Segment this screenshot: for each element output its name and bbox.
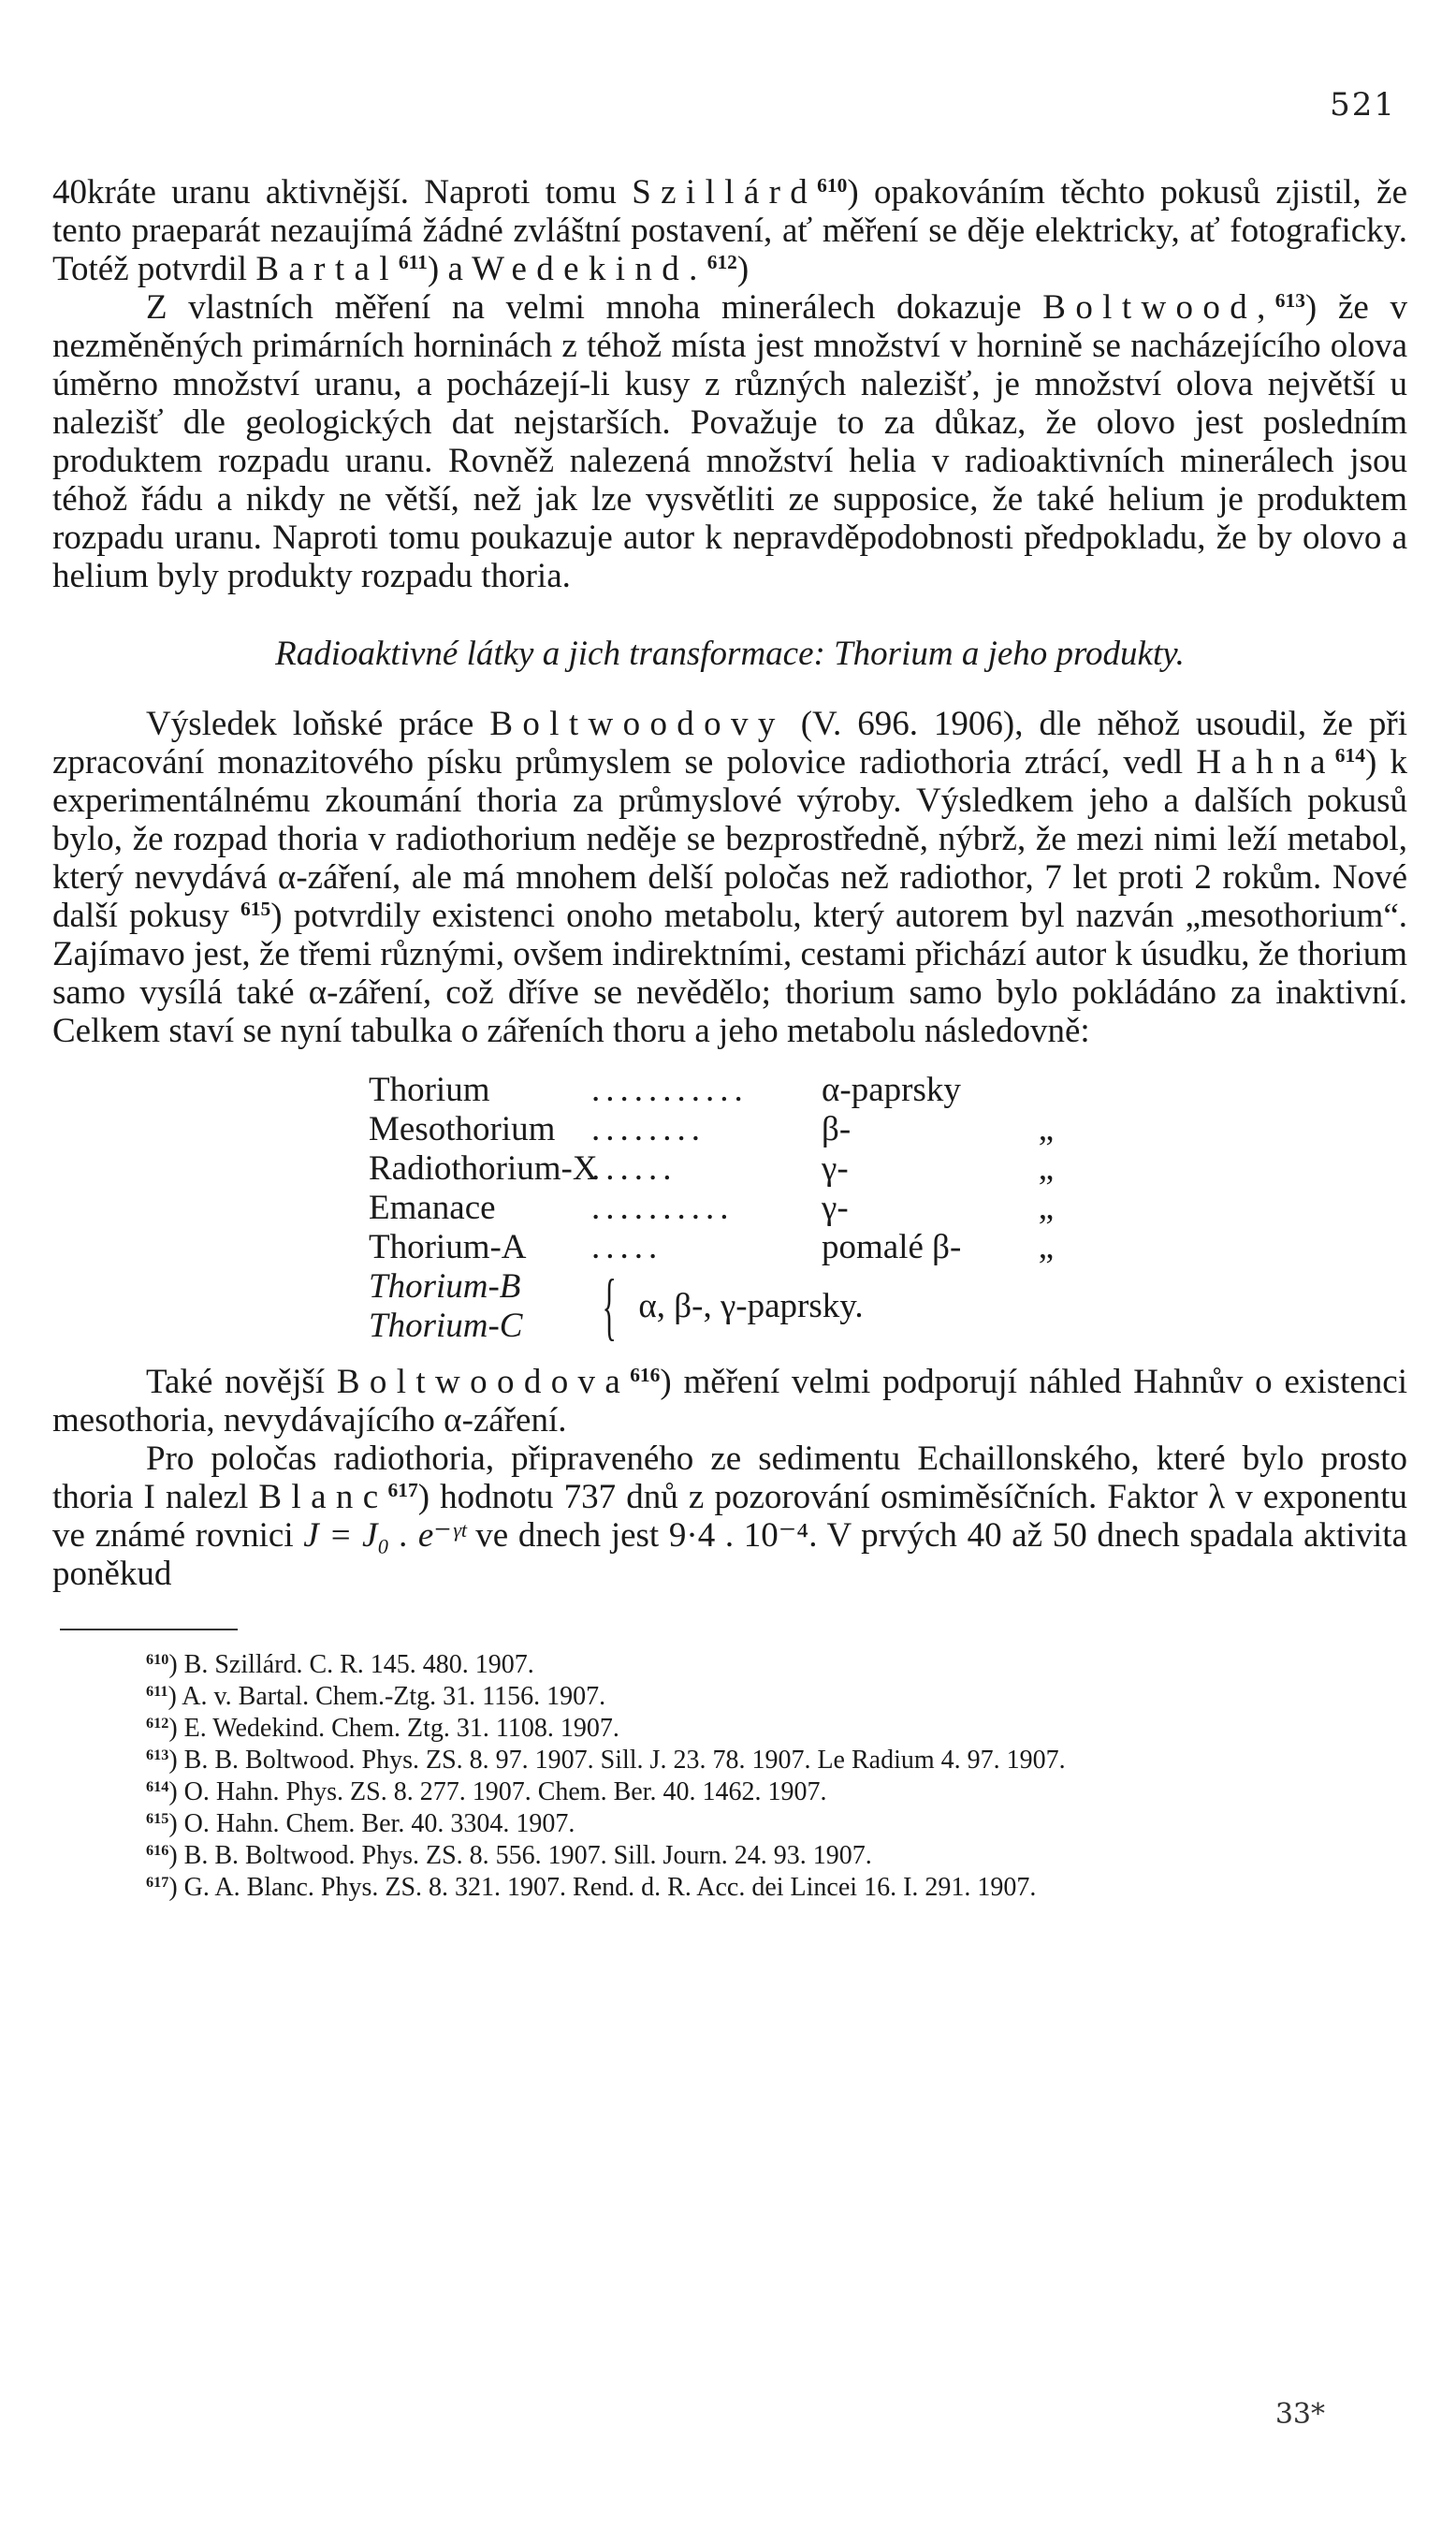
paragraph-2	[52, 288, 1407, 595]
author-name: Bartal	[255, 250, 399, 288]
footnote	[52, 1713, 1407, 1745]
footnote-ref[interactable]: 612	[706, 251, 737, 274]
footnote-number: 615	[146, 1810, 169, 1828]
brace-names	[369, 1267, 591, 1346]
footnote	[52, 1681, 1407, 1713]
table-ditto: „	[1038, 1149, 1055, 1188]
footnote-divider	[60, 1629, 238, 1630]
text-run: ) potvrdily existenci onoho metabolu, který autorem byl nazván „mesothorium“. Zajímavo jest, že třemi různými, ovšem indirektními, cestami přichází autor k úsudku, že thorium samo vysílá také α-záření, což dříve se nevědělo; thorium samo bylo pokládáno za inaktivní. Celkem staví se nyní tabulka o zářeních thoru a jeho metabolu následovně:	[52, 897, 1407, 1050]
footnote	[52, 1840, 1407, 1872]
text-run: Z vlastních měření na velmi mnoha minerálech dokazuje	[146, 288, 1043, 327]
table-row	[369, 1110, 1407, 1149]
text-run: Pro poločas radiothoria, připraveného ze sedimentu Echaillonského, které bylo prosto thoria I nalezl	[52, 1440, 1407, 1516]
footnote-ref[interactable]: 611	[398, 251, 428, 274]
footnote-text: ) B. Szillárd. C. R. 145. 480. 1907.	[168, 1650, 534, 1679]
table-ditto: „	[1038, 1228, 1055, 1266]
footnote-ref[interactable]: 615	[240, 898, 271, 921]
table-dots: ........	[591, 1110, 706, 1148]
table-ditto: „	[1038, 1189, 1055, 1227]
author-name: Boltwoodova	[336, 1363, 631, 1401]
footnote	[52, 1808, 1407, 1840]
footnote-ref[interactable]: 617	[387, 1479, 418, 1502]
text-run: Také novější	[146, 1363, 337, 1401]
footnote-text: ) B. B. Boltwood. Phys. ZS. 8. 556. 1907. Sill. Journ. 24. 93. 1907.	[168, 1841, 872, 1870]
table-row	[369, 1228, 1407, 1267]
text-run: (V. 696. 1906), dle něhož usoudil, že při zpracování monazitového písku průmyslem se polovice radiothoria ztrácí, vedl	[52, 705, 1407, 782]
brace-icon: {	[602, 1265, 617, 1348]
author-name: Wedekind.	[472, 250, 707, 288]
table-value: α, β-, γ-paprsky.	[638, 1287, 864, 1325]
footnotes	[52, 1649, 1407, 1904]
paragraph-5	[52, 1440, 1407, 1593]
text-run: ve dnech jest 9·4 . 10⁻⁴. V prvých 40 až 50 dnech spadala aktivita poněkud	[52, 1516, 1407, 1593]
footnote-ref[interactable]: 610	[817, 174, 848, 197]
table-value: γ-	[822, 1149, 849, 1188]
table-dots: ......	[591, 1149, 677, 1188]
paragraph-1	[52, 173, 1407, 288]
main-text	[52, 173, 1407, 1904]
text-run: Výsledek loňské práce	[146, 705, 490, 743]
footnote-number: 616	[146, 1842, 169, 1860]
text-run: ) a	[427, 250, 473, 288]
table-name: Thorium-A	[369, 1228, 527, 1266]
table-value: β-	[822, 1110, 852, 1148]
footnote-number: 617	[146, 1874, 169, 1892]
text-run: )	[736, 250, 750, 288]
signature-mark: 33*	[1274, 2398, 1325, 2431]
footnote-text: ) B. B. Boltwood. Phys. ZS. 8. 97. 1907. Sill. J. 23. 78. 1907. Le Radium 4. 97. 1907.	[168, 1746, 1066, 1775]
footnote-text: ) E. Wedekind. Chem. Ztg. 31. 1108. 1907.	[168, 1714, 619, 1743]
text-run: ) že v nezměněných primárních horninách z téhož místa jest množství v hornině se nacházejícího olova úměrno množství uranu, a pocházejí-li kusy z různých nalezišť, je množství olova největší u nalezišť dle geologických dat nejstarších. Považuje to za důkaz, že olovo jest posledním produktem rozpadu uranu. Rovněž nalezená množství helia v radioaktivních minerálech jsou téhož řádu a nikdy ne větší, než jak lze vysvětliti ze supposice, že také helium je produktem rozpadu uranu. Naproti tomu poukazuje autor k nepravděpodobnosti předpokladu, že by olovo a helium byly produkty rozpadu thoria.	[52, 288, 1407, 595]
footnote-text: ) O. Hahn. Phys. ZS. 8. 277. 1907. Chem. Ber. 40. 1462. 1907.	[168, 1777, 827, 1806]
table-dots: ..........	[591, 1189, 735, 1227]
table-brace-group	[369, 1267, 1407, 1346]
text-run: ) hodnotu 737 dnů z pozorování osmiměsíčních. Faktor λ v exponentu ve známé rovnici	[52, 1478, 1407, 1555]
table-value: α-paprsky	[822, 1071, 961, 1109]
radiation-table	[369, 1071, 1407, 1346]
author-name: Hahna	[1196, 743, 1335, 782]
footnote-number: 613	[146, 1746, 169, 1764]
table-name: Mesothorium	[369, 1110, 556, 1148]
table-name: Thorium-C	[369, 1307, 523, 1345]
table-dots: ...........	[591, 1071, 749, 1109]
table-name: Thorium	[369, 1071, 490, 1109]
table-name: Radiothorium-X	[369, 1149, 598, 1188]
table-name: Emanace	[369, 1189, 496, 1227]
table-name: Thorium-B	[369, 1267, 521, 1306]
author-name: Szillárd	[632, 173, 818, 212]
footnote	[52, 1872, 1407, 1904]
paragraph-3	[52, 705, 1407, 1050]
formula: J = J₀ . e⁻ᵞᵗ	[303, 1516, 466, 1555]
footnote-text: ) O. Hahn. Chem. Ber. 40. 3304. 1907.	[168, 1809, 575, 1838]
table-row	[369, 1071, 1407, 1110]
footnote-number: 611	[146, 1683, 168, 1701]
table-value: pomalé β-	[822, 1228, 962, 1266]
table-dots: .....	[591, 1228, 663, 1266]
footnote-number: 612	[146, 1715, 169, 1732]
footnote	[52, 1776, 1407, 1808]
text-run: ) opakováním těchto pokusů zjistil, že tento praeparát nezaujímá žádné zvláštní postavení, ať měření se děje elektricky, ať fotograficky. Totéž potvrdil	[52, 173, 1408, 288]
table-row	[369, 1189, 1407, 1228]
author-name: Boltwoodovy	[489, 705, 785, 743]
paragraph-4	[52, 1363, 1407, 1440]
footnote-ref[interactable]: 616	[630, 1364, 661, 1387]
table-row	[369, 1149, 1407, 1189]
footnote-ref[interactable]: 614	[1334, 744, 1365, 767]
text-run: 40kráte uranu aktivnější. Naproti tomu	[52, 173, 633, 212]
author-name: Blanc	[258, 1478, 388, 1516]
footnote	[52, 1649, 1407, 1681]
footnote-number: 610	[146, 1651, 169, 1669]
footnote-number: 614	[146, 1778, 169, 1796]
footnote-text: ) A. v. Bartal. Chem.-Ztg. 31. 1156. 1907.	[167, 1682, 606, 1711]
table-ditto: „	[1038, 1110, 1055, 1148]
footnote-ref[interactable]: 613	[1274, 289, 1305, 313]
text-run: ) k experimentálnému zkoumání thoria za průmyslové výroby. Výsledkem jeho a dalších pokusů bylo, že rozpad thoria v radiothorium neděje se bezprostředně, nýbrž, že mezi nimi leží metabol, který nevydává α-záření, ale má mnohem delší poločas než radiothor, 7 let proti 2 rokům. Nové další pokusy	[52, 743, 1407, 935]
footnote-text: ) G. A. Blanc. Phys. ZS. 8. 321. 1907. Rend. d. R. Acc. dei Lincei 16. I. 291. 1907.	[168, 1873, 1037, 1902]
text-run: ) měření velmi podporují náhled Hahnův o existenci mesothoria, nevydávajícího α-záření.	[52, 1363, 1407, 1440]
section-heading: Radioaktivné látky a jich transformace: Thorium a jeho produkty.	[275, 635, 1185, 673]
page-number: 521	[1330, 86, 1396, 124]
table-value: γ-	[822, 1189, 849, 1227]
author-name: Boltwood,	[1042, 288, 1275, 327]
footnote	[52, 1745, 1407, 1776]
